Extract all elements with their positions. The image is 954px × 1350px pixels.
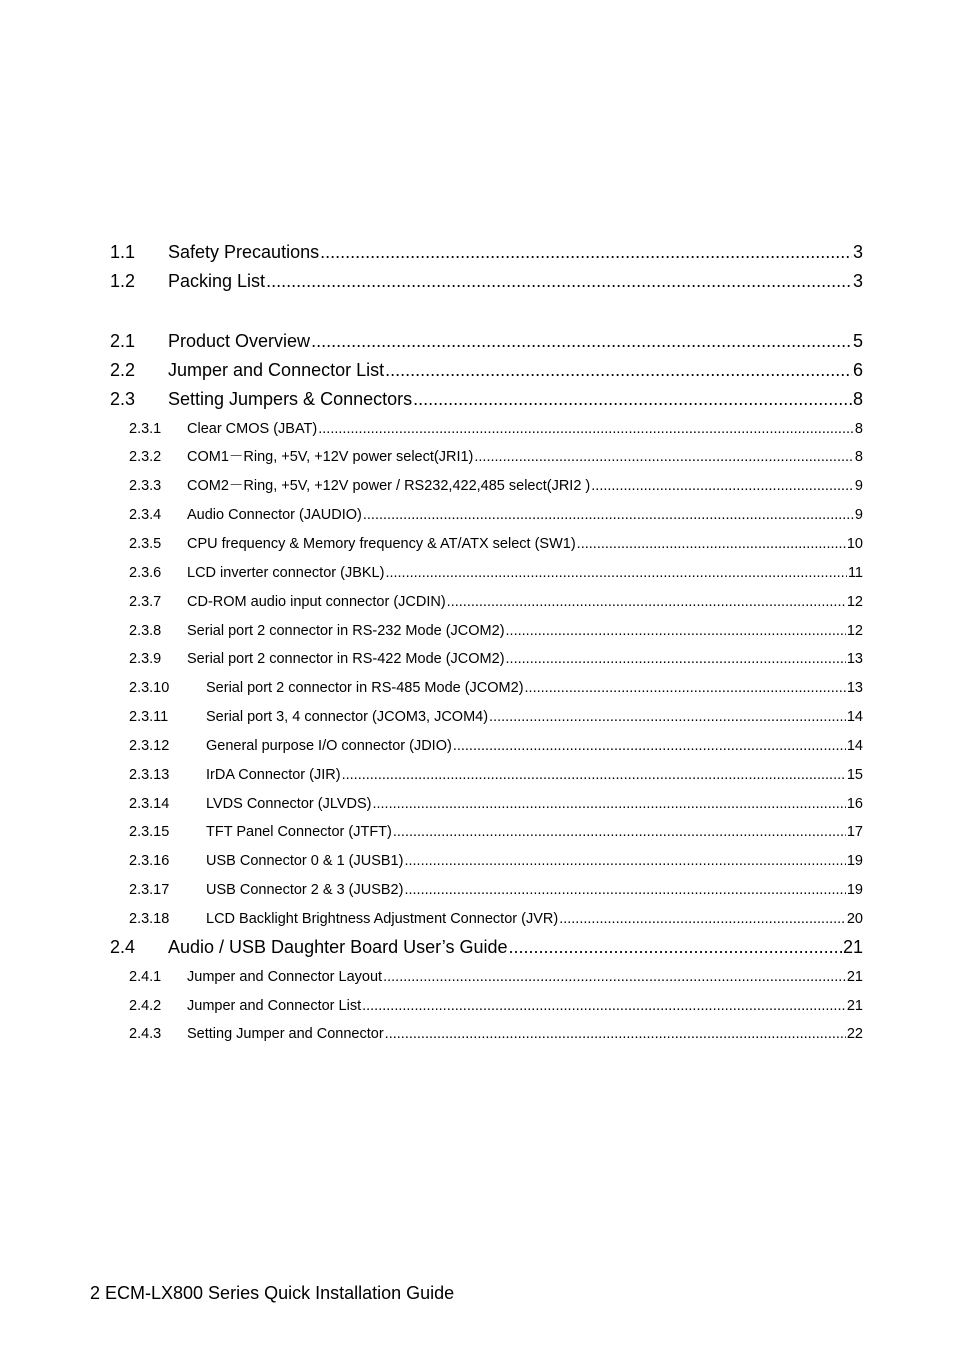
toc-entry-title: Jumper and Connector List [168, 360, 385, 380]
toc-entry-page: 10 [846, 536, 863, 552]
toc-entry[interactable] [129, 909, 863, 929]
toc-entry[interactable] [129, 736, 863, 756]
toc-entry-title: Jumper and Connector List [187, 998, 362, 1014]
toc-entry[interactable] [129, 996, 863, 1016]
toc-dot-leader [474, 447, 854, 467]
toc-dot-leader [266, 269, 852, 293]
toc-entry-title: Jumper and Connector Layout [187, 969, 383, 985]
toc-entry-title: Packing List [168, 271, 266, 291]
toc-entry-page: 6 [852, 360, 863, 380]
toc-dot-leader [506, 621, 846, 641]
toc-entry[interactable] [110, 935, 863, 959]
toc-entry-number: 2.2 [110, 360, 136, 380]
toc-entry-page: 11 [847, 565, 863, 581]
toc-dot-leader [363, 505, 854, 525]
toc-entry[interactable] [110, 329, 863, 353]
toc-entry[interactable] [129, 534, 863, 554]
toc-entry-page: 19 [846, 882, 863, 898]
toc-entry-title: Audio / USB Daughter Board User’s Guide [168, 937, 508, 957]
toc-entry-title: USB Connector 2 & 3 (JUSB2) [206, 882, 404, 898]
toc-entry[interactable] [110, 269, 863, 293]
toc-entry-number: 2.3.5 [129, 536, 162, 552]
toc-entry-page: 8 [852, 389, 863, 409]
toc-entry-page: 19 [846, 853, 863, 869]
toc-entry[interactable] [129, 1024, 863, 1044]
toc-dot-leader [362, 996, 846, 1016]
toc-entry-title: LCD inverter connector (JBKL) [187, 565, 385, 581]
toc-entry[interactable] [110, 240, 863, 264]
toc-entry-number: 2.3.7 [129, 594, 162, 610]
toc-entry-page: 13 [846, 680, 863, 696]
toc-dot-leader [311, 329, 852, 353]
toc-entry[interactable] [129, 476, 863, 496]
toc-dot-leader [404, 880, 845, 900]
toc-entry-title: USB Connector 0 & 1 (JUSB1) [206, 853, 404, 869]
toc-dot-leader [525, 678, 846, 698]
toc-dot-leader [404, 851, 845, 871]
toc-entry-page: 17 [846, 824, 863, 840]
toc-entry-number: 2.3.6 [129, 565, 162, 581]
toc-entry-page: 21 [846, 998, 863, 1014]
toc-entry-page: 16 [846, 796, 863, 812]
toc-entry[interactable] [129, 649, 863, 669]
toc-entry-title: Product Overview [168, 331, 311, 351]
toc-entry[interactable] [129, 563, 863, 583]
toc-entry[interactable] [129, 794, 863, 814]
toc-dot-leader [506, 649, 846, 669]
toc-entry-number: 2.1 [110, 331, 136, 351]
toc-entry-number: 2.3.10 [129, 680, 170, 696]
toc-dot-leader [489, 707, 846, 727]
toc-entry-page: 14 [846, 709, 863, 725]
toc-entry-number: 2.3.15 [129, 824, 170, 840]
toc-entry[interactable] [129, 678, 863, 698]
toc-entry[interactable] [129, 765, 863, 785]
toc-entry[interactable] [129, 447, 863, 467]
toc-entry-title: LVDS Connector (JLVDS) [206, 796, 372, 812]
toc-entry-title: Safety Precautions [168, 242, 320, 262]
toc-entry-title: COM2－Ring, +5V, +12V power / RS232,422,485 select(JRI2 ) [187, 478, 591, 494]
toc-entry-title: General purpose I/O connector (JDIO) [206, 738, 452, 754]
toc-entry-number: 2.3.14 [129, 796, 170, 812]
toc-entry-page: 15 [846, 767, 863, 783]
toc-entry-title: Serial port 2 connector in RS-485 Mode (JCOM2) [206, 680, 524, 696]
toc-entry[interactable] [129, 967, 863, 987]
page-footer: 2 ECM-LX800 Series Quick Installation Guide [90, 1283, 455, 1303]
toc-entry-title: Serial port 2 connector in RS-422 Mode (JCOM2) [187, 651, 505, 667]
toc-entry-title: Serial port 3, 4 connector (JCOM3, JCOM4) [206, 709, 489, 725]
toc-entry-page: 8 [854, 421, 863, 437]
toc-entry-title: CPU frequency & Memory frequency & AT/ATX select (SW1) [187, 536, 576, 552]
toc-entry-page: 3 [852, 242, 863, 262]
toc-entry-page: 20 [846, 911, 863, 927]
toc-dot-leader [453, 736, 846, 756]
toc-dot-leader [559, 909, 846, 929]
toc-entry-title: Audio Connector (JAUDIO) [187, 507, 362, 523]
toc-entry-number: 2.3.3 [129, 478, 162, 494]
toc-entry-number: 2.3 [110, 389, 136, 409]
toc-entry[interactable] [110, 358, 863, 382]
toc-entry-number: 2.3.8 [129, 623, 162, 639]
toc-dot-leader [385, 358, 852, 382]
toc-dot-leader [372, 794, 845, 814]
toc-entry-number: 2.4.3 [129, 1026, 162, 1042]
toc-entry-page: 22 [846, 1026, 863, 1042]
toc-entry-title: Setting Jumper and Connector [187, 1026, 384, 1042]
toc-entry-number: 2.3.13 [129, 767, 170, 783]
toc-dot-leader [447, 592, 846, 612]
toc-dot-leader [383, 967, 846, 987]
toc-dot-leader [591, 476, 854, 496]
toc-entry-page: 5 [852, 331, 863, 351]
toc-entry-page: 21 [842, 937, 863, 957]
toc-entry-number: 2.3.4 [129, 507, 162, 523]
toc-entry-title: COM1－Ring, +5V, +12V power select(JRI1) [187, 449, 474, 465]
toc-entry-number: 2.3.2 [129, 449, 162, 465]
toc-dot-leader [342, 765, 846, 785]
toc-entry-page: 12 [846, 594, 863, 610]
toc-entry-page: 3 [852, 271, 863, 291]
toc-entry[interactable] [129, 851, 863, 871]
toc-entry[interactable] [129, 505, 863, 525]
toc-entry[interactable] [129, 419, 863, 439]
toc-entry-page: 12 [846, 623, 863, 639]
toc-entry-number: 2.3.11 [129, 709, 169, 725]
toc-entry-title: Serial port 2 connector in RS-232 Mode (JCOM2) [187, 623, 505, 639]
toc-entry-page: 9 [854, 507, 863, 523]
toc-dot-leader [320, 240, 852, 264]
toc-dot-leader [385, 563, 847, 583]
toc-entry-page: 14 [846, 738, 863, 754]
toc-entry[interactable] [129, 822, 863, 842]
toc-entry-title: TFT Panel Connector (JTFT) [206, 824, 392, 840]
toc-dot-leader [318, 419, 854, 439]
toc-entry-page: 8 [854, 449, 863, 465]
toc-entry-number: 2.3.18 [129, 911, 170, 927]
toc-entry-number: 2.3.17 [129, 882, 170, 898]
toc-entry[interactable] [129, 707, 863, 727]
toc-entry-number: 2.4.1 [129, 969, 162, 985]
toc-dot-leader [413, 387, 852, 411]
toc-entry-title: IrDA Connector (JIR) [206, 767, 341, 783]
toc-entry[interactable] [129, 880, 863, 900]
toc-entry[interactable] [129, 592, 863, 612]
toc-entry-number: 2.4 [110, 937, 136, 957]
toc-entry-title: Setting Jumpers & Connectors [168, 389, 413, 409]
toc-entry-number: 2.3.1 [129, 421, 162, 437]
toc-entry[interactable] [129, 621, 863, 641]
toc-entry-title: CD-ROM audio input connector (JCDIN) [187, 594, 446, 610]
toc-entry-number: 2.3.12 [129, 738, 170, 754]
toc-dot-leader [577, 534, 846, 554]
toc-entry-number: 2.3.9 [129, 651, 162, 667]
toc-entry-page: 13 [846, 651, 863, 667]
toc-dot-leader [509, 935, 842, 959]
toc-entry-number: 1.2 [110, 271, 136, 291]
toc-entry-number: 2.4.2 [129, 998, 162, 1014]
toc-dot-leader [385, 1024, 846, 1044]
toc-entry[interactable] [110, 387, 863, 411]
toc-entry-title: LCD Backlight Brightness Adjustment Connector (JVR) [206, 911, 559, 927]
toc-entry-page: 21 [846, 969, 863, 985]
toc-entry-number: 1.1 [110, 242, 136, 262]
toc-dot-leader [393, 822, 846, 842]
toc-entry-title: Clear CMOS (JBAT) [187, 421, 318, 437]
toc-entry-number: 2.3.16 [129, 853, 170, 869]
toc-entry-page: 9 [854, 478, 863, 494]
